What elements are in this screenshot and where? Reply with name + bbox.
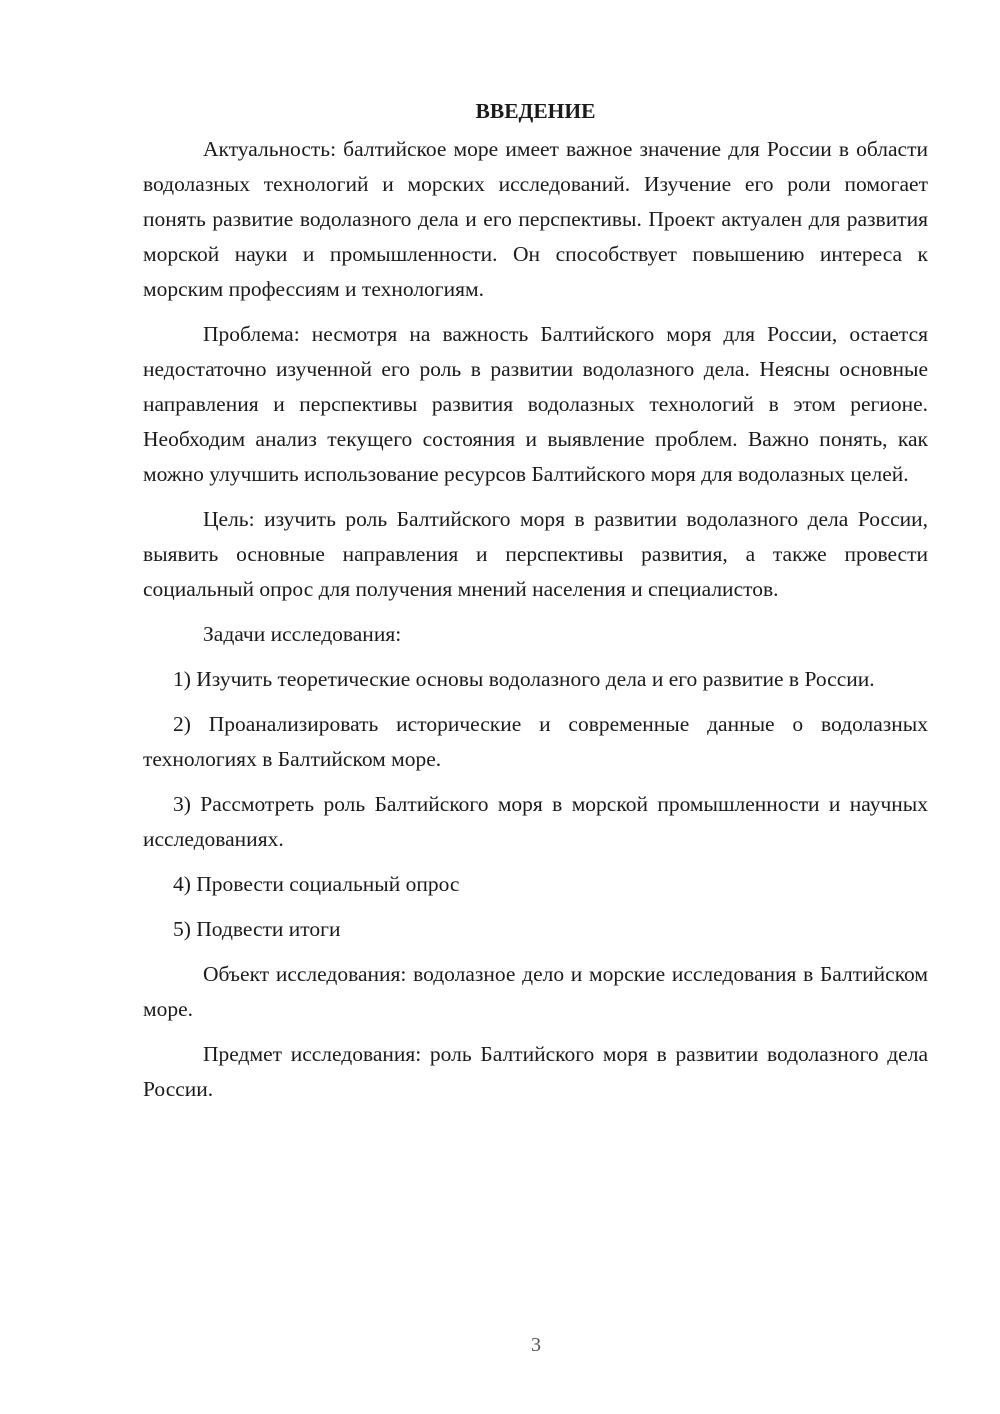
- task-item-1: 1) Изучить теоретические основы водолазного дела и его развитие в России.: [173, 667, 875, 691]
- page-number: 3: [531, 1334, 541, 1356]
- object-paragraph: Объект исследования: водолазное дело и морские исследования в Балтийском море.: [143, 962, 928, 1021]
- goal-paragraph: Цель: изучить роль Балтийского моря в развитии водолазного дела России, выявить основные направления и перспективы развития, а также провести социальный опрос для получения мнений населения и специалистов.: [143, 507, 928, 601]
- problem-paragraph: Проблема: несмотря на важность Балтийского моря для России, остается недостаточно изученной его роль в развитии водолазного дела. Неясны основные направления и перспективы развития водолазных технологий в этом регионе. Необходим анализ текущего состояния и выявление проблем. Важно понять, как можно улучшить использование ресурсов Балтийского моря для водолазных целей.: [143, 322, 928, 486]
- task-item-3: 3) Рассмотреть роль Балтийского моря в морской промышленности и научных исследованиях.: [143, 792, 928, 851]
- subject-paragraph: Предмет исследования: роль Балтийского моря в развитии водолазного дела России.: [143, 1042, 928, 1101]
- task-item-5: 5) Подвести итоги: [173, 917, 341, 941]
- task-item-2: 2) Проанализировать исторические и современные данные о водолазных технологиях в Балтийском море.: [143, 712, 928, 771]
- relevance-paragraph: Актуальность: балтийское море имеет важное значение для России в области водолазных технологий и морских исследований. Изучение его роли помогает понять развитие водолазного дела и его перспективы. Проект актуален для развития морской науки и промышленности. Он способствует повышению интереса к морским профессиям и технологиям.: [143, 137, 928, 301]
- document-page: [143, 96, 928, 1117]
- task-item-4: 4) Провести социальный опрос: [173, 872, 460, 896]
- tasks-heading: Задачи исследования:: [203, 622, 402, 646]
- page-title: ВВЕДЕНИЕ: [475, 99, 596, 123]
